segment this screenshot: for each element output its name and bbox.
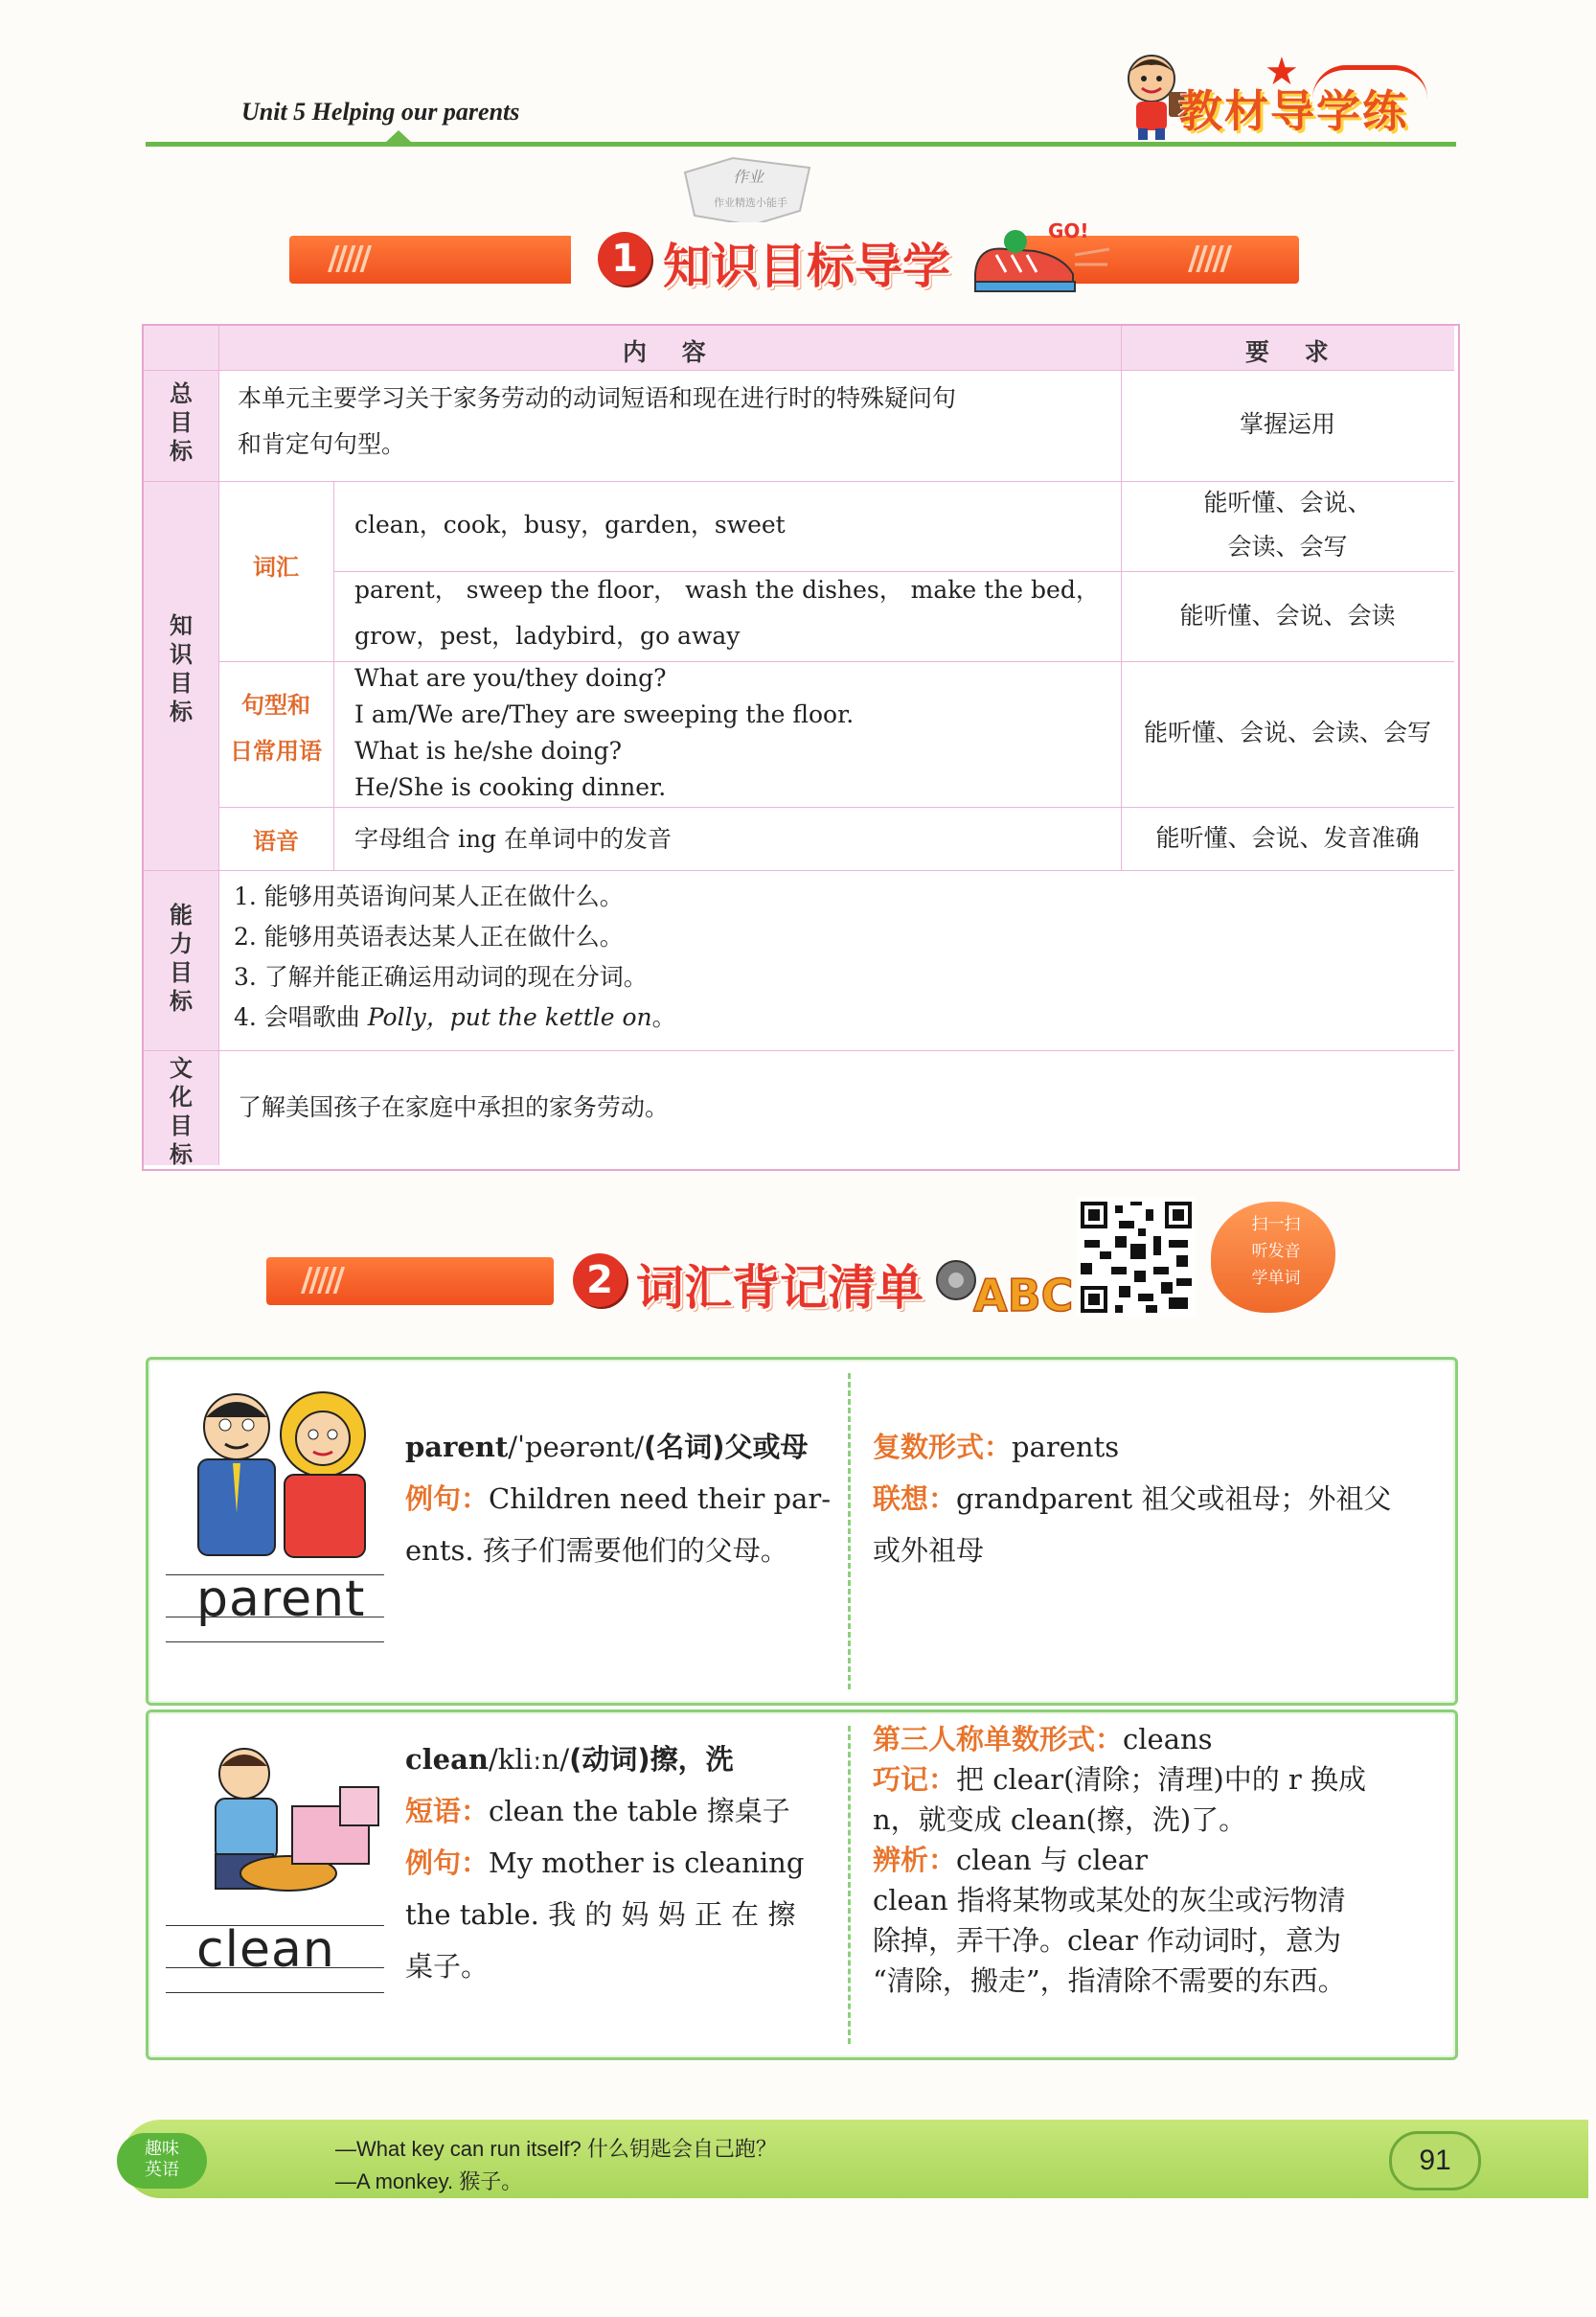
ability-item-4: [234, 998, 676, 1037]
distinction-line-2: clean 指将某物或某处的灰尘或污物清: [873, 1884, 1346, 1916]
example-line-2: ents. 孩子们需要他们的父母。: [405, 1534, 788, 1567]
go-badge-text: GO!: [1048, 219, 1089, 242]
knowledge-goals-table: [142, 324, 1460, 1171]
scan-line-3: 学单词: [1251, 1269, 1301, 1288]
plural-text: parents: [1012, 1431, 1120, 1463]
badge-line-2: 英语: [145, 2160, 179, 2180]
association-text: grandparent 祖父或祖母；外祖父: [956, 1482, 1392, 1515]
memory-tip-line: [873, 1758, 1366, 1801]
phonetic: /kliːn/: [489, 1743, 570, 1776]
phonetic: /ˈpeərənt/: [508, 1431, 645, 1463]
handwriting-word: clean: [196, 1921, 335, 1979]
sentence-requirement: 能听懂、会说、会读、会写: [1143, 719, 1431, 746]
badge-line-1: 趣味: [145, 2139, 179, 2159]
header-content: 内 容: [623, 338, 719, 366]
sentence-4: He/She is cooking dinner.: [354, 773, 667, 801]
entry-line: [405, 1421, 809, 1473]
scan-badge-text: [1228, 1211, 1324, 1292]
memory-tip-line-2: n，就变成 clean(擦，洗)了。: [873, 1803, 1247, 1836]
memory-tip-text: 把 clear(清除；清理)中的 r 换成: [956, 1763, 1366, 1796]
phrase-line: [405, 1785, 790, 1837]
sentence-3: What is he/she doing?: [354, 737, 623, 765]
pos-meaning: (名词)父或母: [644, 1431, 809, 1463]
overall-text-1: 本单元主要学习关于家务劳动的动词短语和现在进行时的特殊疑问句: [238, 384, 957, 412]
ability-item-3: 3. 了解并能正确运用动词的现在分词。: [234, 963, 648, 991]
phonics-requirement: 能听懂、会说、发音准确: [1155, 824, 1420, 852]
unit-title: Unit 5 Helping our parents: [241, 98, 520, 126]
example-label: 例句：: [405, 1847, 490, 1879]
sentence-1: What are you/they doing?: [354, 664, 667, 692]
ability-item-1: 1. 能够用英语询问某人正在做什么。: [234, 883, 624, 910]
culture-text: 了解美国孩子在家庭中承担的家务劳动。: [238, 1093, 670, 1121]
header-requirement: 要 求: [1245, 338, 1342, 366]
vocab-row-1-req-2: 会读、会写: [1227, 533, 1348, 561]
plural-line: [873, 1421, 1119, 1473]
phrase-text: clean the table 擦桌子: [489, 1795, 790, 1827]
example-text-1: My mother is cleaning: [489, 1847, 805, 1879]
section1-banner-left: [289, 236, 577, 284]
ability-item-2: 2. 能够用英语表达某人正在做什么。: [234, 923, 624, 951]
header-rule: [146, 142, 1456, 147]
distinction-line-3: 除掉，弄干净。clear 作动词时，意为: [873, 1924, 1342, 1957]
vocab-row-2-req: 能听懂、会说、会读: [1179, 602, 1396, 630]
memory-tip-label: 巧记：: [873, 1763, 957, 1796]
vocab-card-parent: [146, 1357, 1458, 1706]
section2-number: 2: [573, 1253, 627, 1307]
page-number: 91: [1389, 2131, 1481, 2191]
ability-item-4-suffix: 。: [651, 1003, 676, 1031]
section2-title: 词汇背记清单: [636, 1260, 923, 1316]
distinction-label: 辨析：: [873, 1844, 957, 1876]
association-line-2: 或外祖母: [873, 1534, 985, 1567]
sneaker-go-icon: [968, 217, 1111, 297]
headword: clean: [405, 1743, 489, 1776]
table-label-column: [144, 370, 218, 1165]
hatch-decoration: /////: [328, 240, 369, 278]
distinction-text: clean 与 clear: [956, 1844, 1148, 1876]
scan-line-2: 听发音: [1251, 1242, 1301, 1261]
hatch-decoration: /////: [1188, 240, 1229, 278]
distinction-line: [873, 1839, 1148, 1881]
label-vocabulary: 词汇: [253, 554, 299, 581]
scan-line-1: 扫一扫: [1251, 1215, 1301, 1234]
qr-code[interactable]: [1077, 1198, 1196, 1317]
overall-requirement: 掌握运用: [1239, 410, 1335, 438]
label-ability-goal: 能力目标: [170, 902, 193, 1015]
abc-text: ABC: [973, 1270, 1074, 1321]
association-line: [873, 1473, 1391, 1525]
riddle-question: —What key can run itself? 什么钥匙会自己跑？: [335, 2137, 777, 2161]
plural-label: 复数形式：: [873, 1431, 1013, 1463]
homework-stamp: [675, 153, 819, 230]
phrase-label: 短语：: [405, 1795, 490, 1827]
association-label: 联想：: [873, 1482, 957, 1515]
parents-illustration: [170, 1379, 390, 1561]
example-line-1: [405, 1837, 804, 1889]
example-text-1: Children need their par-: [489, 1482, 832, 1515]
riddle-answer: —A monkey. 猴子。: [335, 2169, 523, 2193]
phonics-text: 字母组合 ing 在单词中的发音: [354, 825, 672, 853]
cleaning-illustration: [177, 1739, 388, 1902]
header-notch: [385, 130, 412, 143]
label-overall-goal: 总目标: [170, 380, 193, 465]
vocab-row-2-line-1: parent， sweep the floor， wash the dishes， make the bed，: [354, 576, 1100, 604]
brand-logo: 教材导学练: [1178, 85, 1408, 137]
song-title: Polly，put the kettle on: [367, 1003, 652, 1031]
label-phonics: 语音: [253, 828, 299, 855]
label-knowledge-goal: 知识目标: [170, 612, 193, 725]
pos-meaning: (动词)擦，洗: [569, 1743, 734, 1776]
third-person-text: cleans: [1123, 1723, 1213, 1755]
vocab-row-1: clean，cook，busy，garden，sweet: [354, 511, 786, 539]
distinction-line-4: “清除，搬走”，指清除不需要的东西。: [873, 1964, 1346, 1997]
overall-text-2: 和肯定句句型。: [238, 430, 406, 458]
handwriting-word: parent: [196, 1571, 366, 1628]
hatch-decoration: /////: [301, 1261, 342, 1299]
vocab-row-1-req-1: 能听懂、会说、: [1203, 489, 1372, 516]
section2-banner-left: [266, 1257, 554, 1305]
entry-line: [405, 1733, 734, 1785]
example-line-3: 桌子。: [405, 1950, 490, 1983]
fun-english-badge: [117, 2133, 207, 2189]
third-person-label: 第三人称单数形式：: [873, 1723, 1124, 1755]
label-sentences-2: 日常用语: [230, 738, 322, 765]
section1-number: 1: [598, 232, 651, 286]
stamp-text-1: 作业: [733, 168, 764, 186]
ability-item-4-prefix: 4. 会唱歌曲: [234, 1003, 368, 1031]
example-line-1: [405, 1473, 831, 1525]
third-person-line: [873, 1718, 1213, 1760]
section1-title: 知识目标导学: [663, 239, 950, 294]
stamp-text-2: 作业精选小能手: [714, 196, 787, 209]
star-icon: ★: [1265, 50, 1299, 94]
vocab-row-2-line-2: grow，pest，ladybird，go away: [354, 622, 741, 650]
headword: parent: [405, 1431, 509, 1463]
vocab-card-clean: [146, 1709, 1458, 2060]
example-label: 例句：: [405, 1482, 490, 1515]
label-sentences-1: 句型和: [241, 692, 310, 719]
example-line-2: the table. 我 的 妈 妈 正 在 擦: [405, 1898, 796, 1931]
abc-blocks-icon: [925, 1246, 1074, 1321]
sentence-2: I am/We are/They are sweeping the floor.: [354, 700, 855, 728]
label-culture-goal: 文化目标: [170, 1055, 193, 1168]
